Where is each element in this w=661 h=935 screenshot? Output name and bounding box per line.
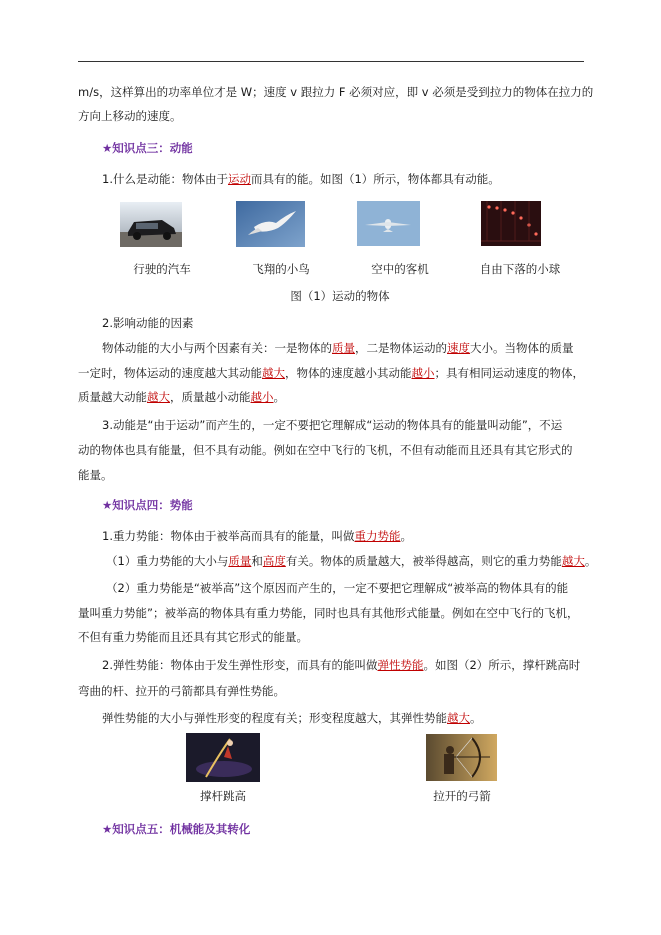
- paragraph-line: 2.影响动能的因素: [102, 316, 194, 330]
- paragraph-line: （2）重力势能是“被举高”这个原因而产生的，一定不要把它理解成“被举高的物体具有的能: [106, 581, 569, 595]
- paragraph-line: 不但有重力势能而且还具有其它形式的能量。: [78, 630, 308, 644]
- paragraph-line: 动的物体也具有能量，但不具有动能。例如在空中飞行的飞机，不但有动能而且还具有其它形式的: [78, 443, 573, 457]
- paragraph-line: 2.弹性势能：物体由于发生弹性形变，而具有的能叫做弹性势能。如图（2）所示，撑杆跳高时: [102, 658, 581, 672]
- pole-vault-image: [186, 733, 260, 782]
- figure-caption: 拉开的弓箭: [433, 789, 491, 803]
- paragraph-line: 质量越大动能越大，质量越小动能越小。: [78, 390, 285, 404]
- bow-arrow-image: [426, 734, 497, 781]
- paragraph-line: 物体动能的大小与两个因素有关：一是物体的质量，二是物体运动的速度大小。当物体的质量: [102, 341, 574, 355]
- figure-title: 图（1）运动的物体: [290, 289, 390, 303]
- figure-caption: 空中的客机: [371, 262, 429, 276]
- paragraph-line: （1）重力势能的大小与质量和高度有关。物体的质量越大，被举得越高，则它的重力势能越大。: [106, 554, 597, 568]
- paragraph-line: 1.什么是动能：物体由于运动而具有的能。如图（1）所示，物体都具有动能。: [102, 172, 500, 186]
- paragraph-line: 量叫重力势能”；被举高的物体具有重力势能，同时也具有其他形式能量。例如在空中飞行的飞机，: [78, 606, 579, 620]
- section-heading-5: ★知识点五：机械能及其转化: [102, 822, 251, 836]
- paragraph-line: 能量。: [78, 468, 113, 482]
- figure-caption: 自由下落的小球: [479, 262, 561, 276]
- paragraph-line: 弹性势能的大小与弹性形变的程度有关；形变程度越大，其弹性势能越大。: [102, 711, 482, 725]
- figure-caption: 行驶的汽车: [133, 262, 191, 276]
- section-heading-4: ★知识点四：势能: [102, 498, 193, 512]
- paragraph-line: m/s，这样算出的功率单位才是 W；速度 v 跟拉力 F 必须对应，即 v 必须是受到拉力的物体在拉力的: [78, 85, 594, 99]
- section-heading-3: ★知识点三：动能: [102, 141, 193, 155]
- car-image: [120, 202, 182, 247]
- figure-caption: 飞翔的小鸟: [252, 262, 310, 276]
- airplane-image: [357, 201, 420, 246]
- paragraph-line: 弯曲的杆、拉开的弓箭都具有弹性势能。: [78, 684, 285, 698]
- paragraph-line: 方向上移动的速度。: [78, 109, 182, 123]
- falling-ball-image: [481, 201, 541, 246]
- figure-caption: 撑杆跳高: [200, 789, 246, 803]
- paragraph-line: 一定时，物体运动的速度越大其动能越大，物体的速度越小其动能越小；具有相同运动速度的物体，: [78, 366, 584, 380]
- header-rule: [78, 61, 584, 62]
- paragraph-line: 3.动能是“由于运动”而产生的，一定不要把它理解成“运动的物体具有的能量叫动能”，不运: [102, 418, 563, 432]
- bird-image: [236, 201, 305, 247]
- paragraph-line: 1.重力势能：物体由于被举高而具有的能量，叫做重力势能。: [102, 529, 412, 543]
